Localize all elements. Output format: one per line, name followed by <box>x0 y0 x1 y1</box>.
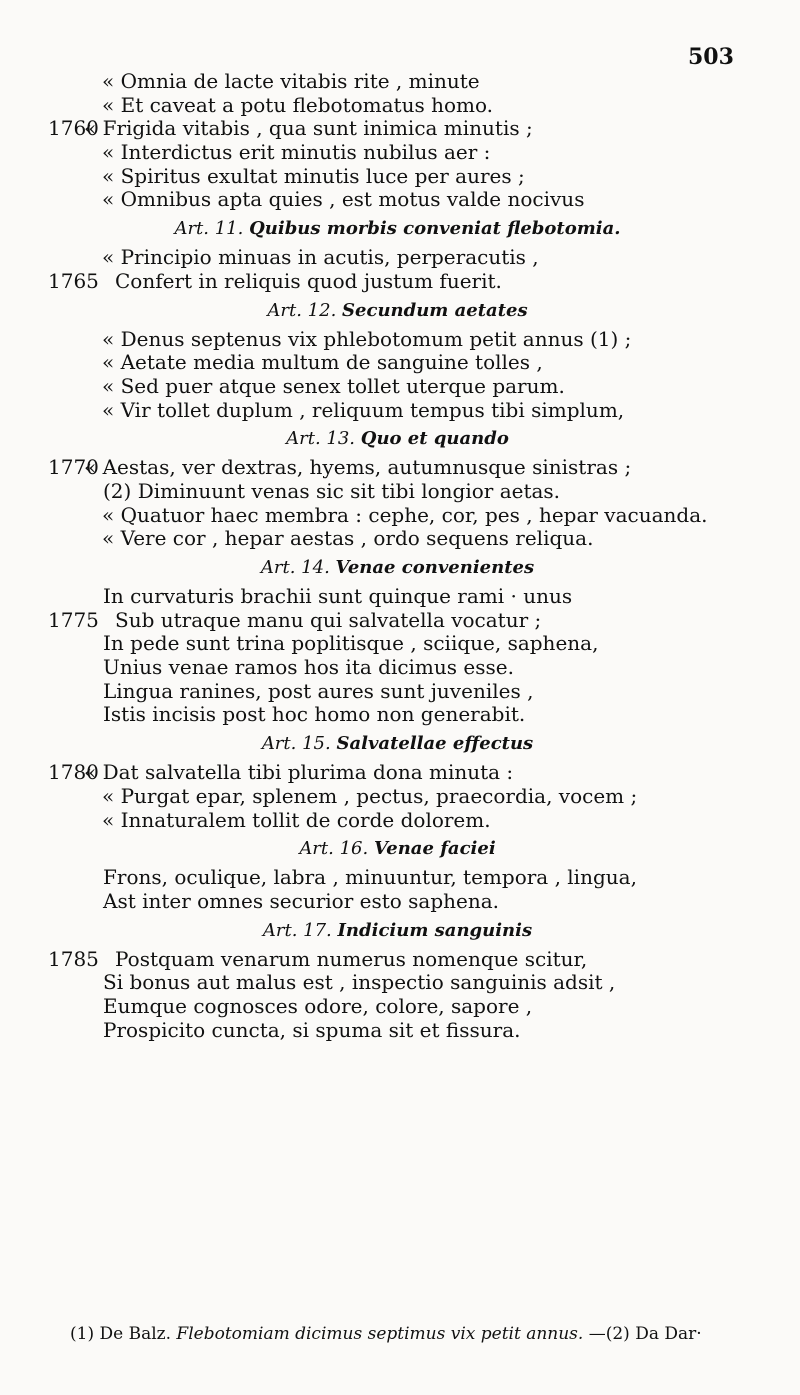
article-heading <box>40 212 755 246</box>
line-number: 1785 <box>48 946 99 971</box>
article-title: Quibus morbis conveniat flebotomia. <box>249 218 621 240</box>
verse-line <box>40 809 755 833</box>
verse-line <box>40 948 755 972</box>
verse-text: Frons, oculique, labra , minuuntur, tempora , lingua, <box>103 865 637 890</box>
footnote-italic: Flebotomiam dicimus septimus vix petit annus. <box>176 1324 584 1344</box>
verse-line <box>40 1019 755 1043</box>
verse-text: « Vere cor , hepar aestas , ordo sequens reliqua. <box>102 526 594 551</box>
article-heading <box>40 551 755 585</box>
verse-line <box>40 117 755 141</box>
verse-text: Confert in reliquis quod justum fuerit. <box>115 268 502 293</box>
verse-line <box>40 785 755 809</box>
verse-text: « Innaturalem tollit de corde dolorem. <box>102 807 491 832</box>
verse-text: Postquam venarum numerus nomenque scitur, <box>115 946 588 971</box>
verse-line <box>40 761 755 785</box>
verse-line <box>40 890 755 914</box>
page-number: 503 <box>688 44 734 70</box>
article-number: Art. 16. <box>299 838 369 860</box>
article-number: Art. 15. <box>261 733 331 755</box>
verse-text: « Frigida vitabis , qua sunt inimica minutis ; <box>84 116 533 141</box>
verse-text: « Et caveat a potu flebotomatus homo. <box>102 92 494 117</box>
verse-text: « Dat salvatella tibi plurima dona minuta : <box>84 760 514 785</box>
verse-text: « Omnibus apta quies , est motus valde nocivus <box>102 187 585 212</box>
verse-line <box>40 375 755 399</box>
verse-text: « Purgat epar, splenem , pectus, praecordia, vocem ; <box>102 783 638 808</box>
verse-line <box>40 609 755 633</box>
verse-text: Sub utraque manu qui salvatella vocatur ; <box>115 607 542 632</box>
line-number: 1760 <box>48 116 99 141</box>
article-number: Art. 13. <box>286 428 356 450</box>
verse-text: « Sed puer atque senex tollet uterque parum. <box>102 373 565 398</box>
verse-line <box>40 527 755 551</box>
line-number: 1770 <box>48 455 99 480</box>
verse-line <box>40 680 755 704</box>
verse-text: In curvaturis brachii sunt quinque rami · unus <box>103 584 573 608</box>
verse-line <box>40 94 755 118</box>
verse-line <box>40 270 755 294</box>
verse-line <box>40 866 755 890</box>
verse-line <box>40 632 755 656</box>
line-number: 1780 <box>48 760 99 785</box>
verse-line <box>40 703 755 727</box>
verse-line <box>40 971 755 995</box>
verse-text: « Denus septenus vix phlebotomum petit annus (1) ; <box>102 326 632 351</box>
verse-text: Ast inter omnes securior esto saphena. <box>103 888 500 913</box>
verse-text: « Interdictus erit minutis nubilus aer : <box>102 140 491 165</box>
article-number: Art. 14. <box>260 557 330 578</box>
article-heading <box>40 832 755 866</box>
verse-line <box>40 328 755 352</box>
line-number: 1765 <box>48 268 99 293</box>
verse-line <box>40 504 755 528</box>
verse-line <box>40 165 755 189</box>
verse-line <box>40 246 755 270</box>
article-title: Secundum aetates <box>342 299 528 321</box>
verse-line <box>40 656 755 680</box>
article-heading <box>40 422 755 456</box>
article-title: Salvatellae effectus <box>336 733 534 755</box>
article-title: Quo et quando <box>360 428 509 450</box>
verse-line <box>40 188 755 212</box>
verse-line <box>40 70 755 94</box>
verse-line <box>40 480 755 504</box>
verse-text: Si bonus aut malus est , inspectio sanguinis adsit , <box>103 970 616 995</box>
verse-text: « Principio minuas in acutis, perperacutis , <box>102 245 539 270</box>
verse-text: Istis incisis post hoc homo non generabit. <box>103 702 526 727</box>
footnote-suffix: —(2) Da Dar· <box>588 1324 702 1344</box>
verse-line <box>40 995 755 1019</box>
verse-line <box>40 351 755 375</box>
verse-text: « Vir tollet duplum , reliquum tempus tibi simplum, <box>102 397 625 422</box>
page-body <box>40 70 755 1042</box>
article-heading <box>40 294 755 328</box>
footnote-prefix: (1) De Balz. <box>70 1324 172 1344</box>
verse-line <box>40 456 755 480</box>
article-number: Art. 12. <box>267 299 337 321</box>
verse-text: Eumque cognosces odore, colore, sapore , <box>103 993 533 1018</box>
article-heading <box>40 914 755 948</box>
verse-text: Lingua ranines, post aures sunt juveniles , <box>103 678 534 703</box>
verse-text: « Spiritus exultat minutis luce per aures ; <box>102 163 525 188</box>
verse-text: « Omnia de lacte vitabis rite , minute <box>102 69 480 93</box>
verse-text: Unius venae ramos hos ita dicimus esse. <box>103 655 514 680</box>
line-number: 1775 <box>48 607 99 632</box>
article-title: Indicium sanguinis <box>337 919 533 941</box>
verse-text: « Aetate media multum de sanguine tolles , <box>102 350 543 375</box>
verse-line <box>40 585 755 609</box>
article-title: Venae convenientes <box>335 557 535 578</box>
article-number: Art. 11. <box>174 218 244 240</box>
verse-line <box>40 399 755 423</box>
verse-text: « Aestas, ver dextras, hyems, autumnusque sinistras ; <box>84 455 632 480</box>
verse-text: (2) Diminuunt venas sic sit tibi longior aetas. <box>103 478 561 503</box>
article-title: Venae faciei <box>373 838 496 860</box>
article-heading <box>40 727 755 761</box>
verse-text: In pede sunt trina poplitisque , sciique, saphena, <box>103 631 599 656</box>
verse-text: « Quatuor haec membra : cephe, cor, pes , hepar vacuanda. <box>102 502 708 527</box>
verse-line <box>40 141 755 165</box>
footnote <box>70 1324 770 1344</box>
article-number: Art. 17. <box>262 919 332 941</box>
verse-text: Prospicito cuncta, si spuma sit et fissura. <box>103 1017 521 1042</box>
